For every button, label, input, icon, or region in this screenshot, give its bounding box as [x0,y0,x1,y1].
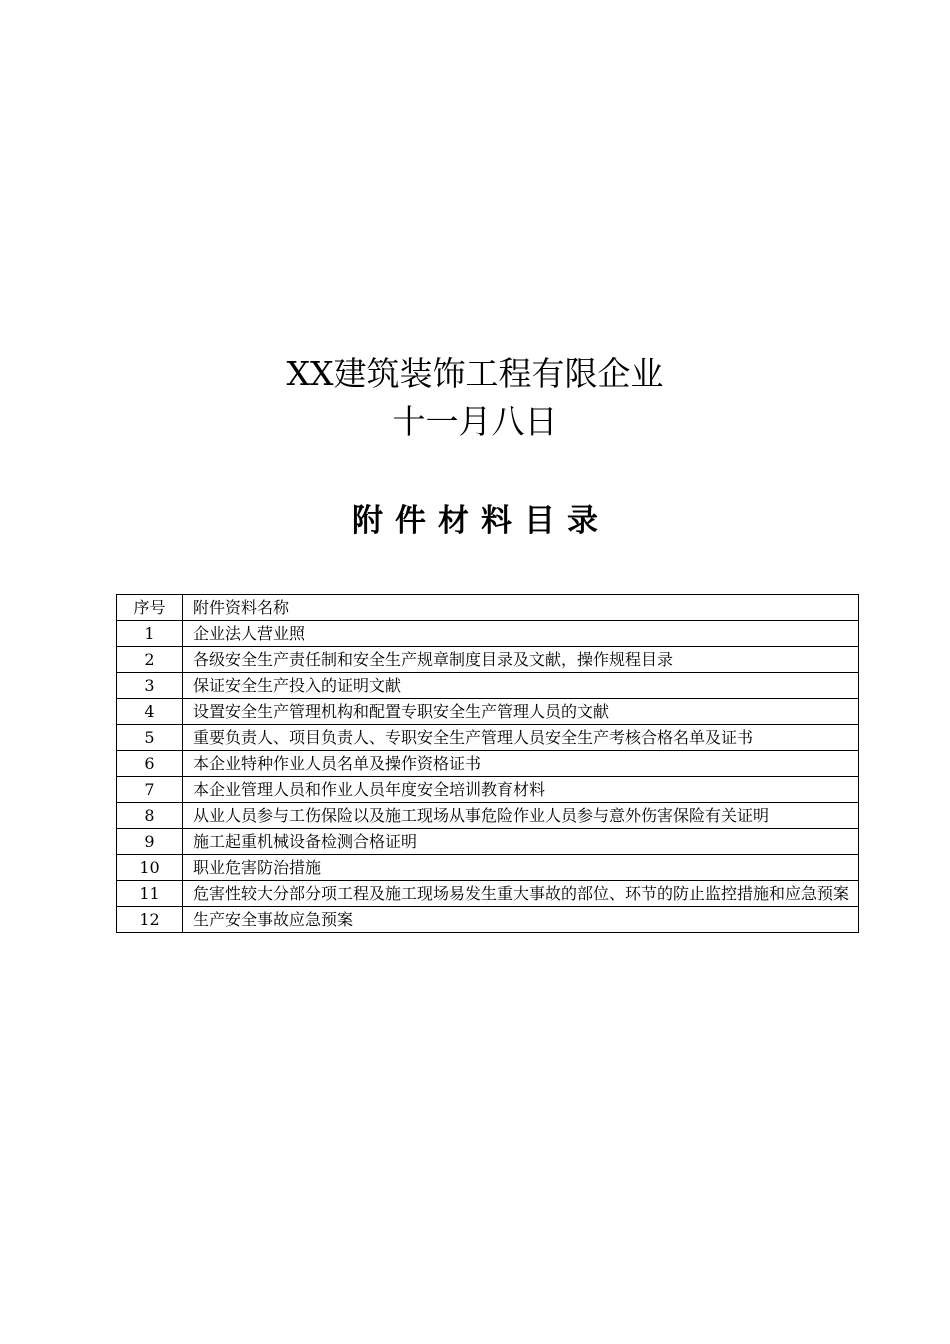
table-row [117,803,859,829]
table-row [117,699,859,725]
row-name: 危害性较大分部分项工程及施工现场易发生重大事故的部位、环节的防止监控措施和应急预案 [183,881,859,907]
row-name: 本企业管理人员和作业人员年度安全培训教育材料 [183,777,859,803]
table-row [117,621,859,647]
company-name: XX建筑装饰工程有限企业 [286,354,664,393]
row-name: 从业人员参与工伤保险以及施工现场从事危险作业人员参与意外伤害保险有关证明 [183,803,859,829]
row-seq: 8 [117,803,183,829]
attachment-list-title: 附件材料目录 [352,503,610,539]
row-name: 重要负责人、项目负责人、专职安全生产管理人员安全生产考核合格名单及证书 [183,725,859,751]
row-seq: 12 [117,907,183,933]
row-name: 施工起重机械设备检测合格证明 [183,829,859,855]
column-header-name: 附件资料名称 [183,595,859,621]
row-name: 生产安全事故应急预案 [183,907,859,933]
row-seq: 9 [117,829,183,855]
row-name: 企业法人营业照 [183,621,859,647]
column-header-seq: 序号 [117,595,183,621]
row-name: 保证安全生产投入的证明文献 [183,673,859,699]
table-row [117,725,859,751]
row-seq: 4 [117,699,183,725]
table-header-row [117,595,859,621]
row-seq: 3 [117,673,183,699]
table-row [117,907,859,933]
row-seq: 6 [117,751,183,777]
table-row [117,777,859,803]
row-name: 本企业特种作业人员名单及操作资格证书 [183,751,859,777]
row-seq: 5 [117,725,183,751]
row-name: 职业危害防治措施 [183,855,859,881]
row-seq: 10 [117,855,183,881]
row-seq: 2 [117,647,183,673]
row-seq: 11 [117,881,183,907]
row-seq: 1 [117,621,183,647]
row-seq: 7 [117,777,183,803]
table-row [117,751,859,777]
attachment-table [116,594,859,933]
table-row [117,881,859,907]
table-row [117,829,859,855]
row-name: 各级安全生产责任制和安全生产规章制度目录及文献，操作规程目录 [183,647,859,673]
document-date: 十一月八日 [392,402,558,441]
table-row [117,855,859,881]
row-name: 设置安全生产管理机构和配置专职安全生产管理人员的文献 [183,699,859,725]
table-row [117,673,859,699]
table-row [117,647,859,673]
